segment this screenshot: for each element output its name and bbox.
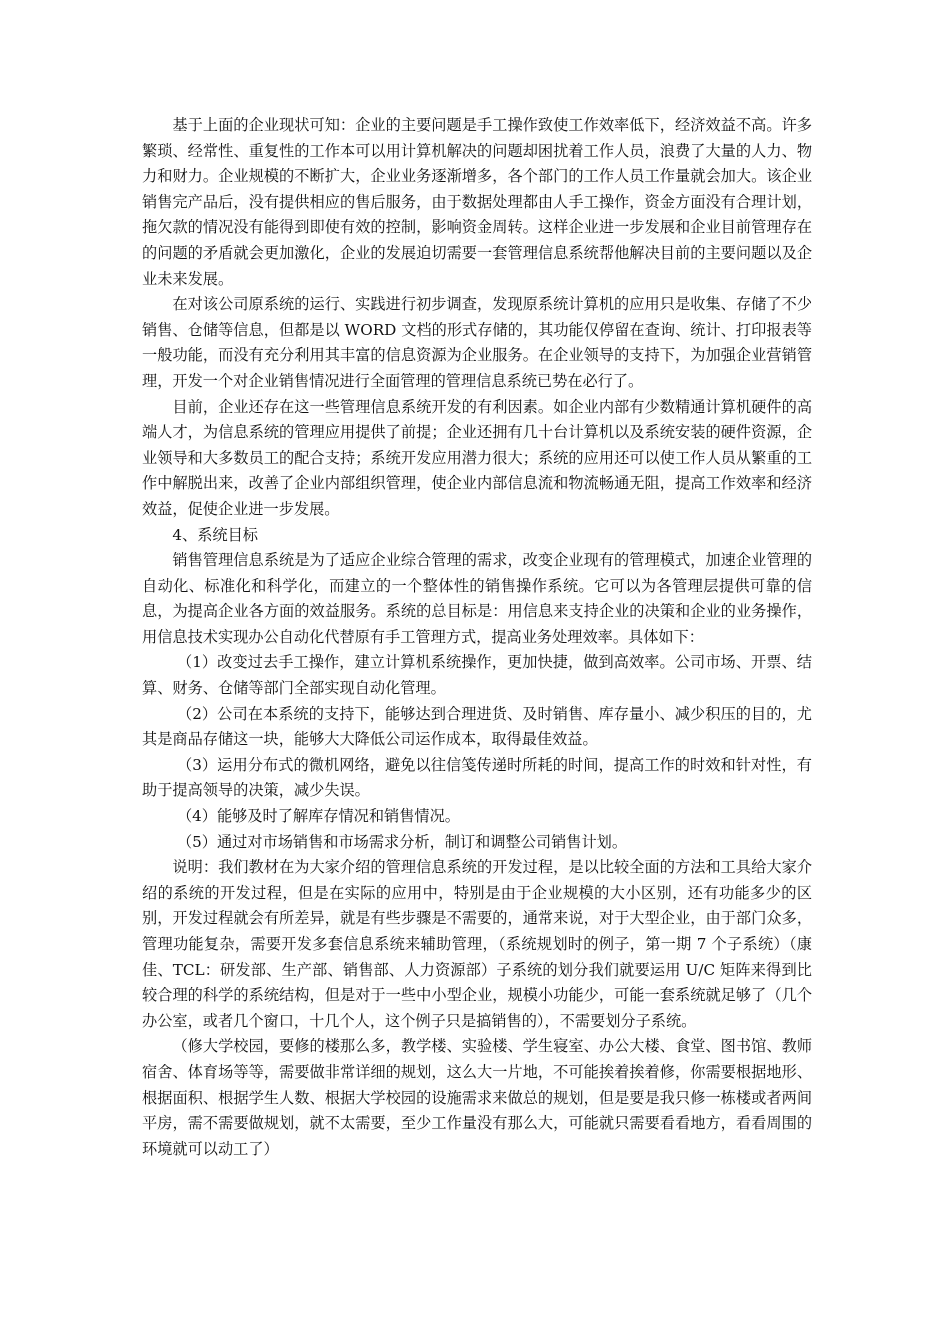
- paragraph-campus-example: （修大学校园，要修的楼那么多，教学楼、实验楼、学生寝室、办公大楼、食堂、图书馆、教师宿舍、体育场等等，需要做非常详细的规划，这么大一片地，不可能挨着挨着修，你需要根据地形、根据面积、根据学生人数、根据大学校园的设施需求来做总的规划，但是要是我只修一栋楼或者两间平房，需不需要做规划，就不太需要，至少工作量没有那么大，可能就只需要看看地方，看看周围的环境就可以动工了）: [142, 1037, 812, 1158]
- paragraph-system-goals: 销售管理信息系统是为了适应企业综合管理的需求，改变企业现有的管理模式，加速企业管理的自动化、标准化和科学化，而建立的一个整体性的销售操作系统。它可以为各管理层提供可靠的信息，为提高企业各方面的效益服务。系统的总目标是：用信息来支持企业的决策和企业的业务操作，用信息技术实现办公自动化代替原有手工管理方式，提高业务处理效率。具体如下：: [142, 551, 812, 646]
- list-item-goal-1: （1）改变过去手工操作，建立计算机系统操作，更加快捷，做到高效率。公司市场、开票、结算、财务、仓储等部门全部实现自动化管理。: [142, 653, 812, 698]
- list-item-goal-3: （3）运用分布式的微机网络，避免以往信笺传递时所耗的时间，提高工作的时效和针对性，有助于提高领导的决策，减少失误。: [142, 755, 812, 800]
- list-item-goal-2: （2）公司在本系统的支持下，能够达到合理进货、及时销售、库存量小、减少积压的目的，尤其是商品存储这一块，能够大大降低公司运作成本，取得最佳效益。: [142, 704, 812, 749]
- list-item-goal-5: （5）通过对市场销售和市场需求分析，制订和调整公司销售计划。: [176, 832, 628, 851]
- paragraph-explanation: 说明：我们教材在为大家介绍的管理信息系统的开发过程，是以比较全面的方法和工具给大家介绍的系统的开发过程，但是在实际的应用中，特别是由于企业规模的大小区别，还有功能多少的区别，开发过程就会有所差异，就是有些步骤是不需要的，通常来说，对于大型企业，由于部门众多，管理功能复杂，需要开发多套信息系统来辅助管理，（系统规划时的例子，第一期 7 个子系统）（康佳、TCL：研发部、生产部、销售部、人力资源部）子系统的划分我们就要运用 U/C 矩阵来得到比较合理的科学的系统结构，但是对于一些中小型企业，规模小功能少，可能一套系统就足够了（几个办公室，或者几个窗口，十几个人，这个例子只是搞销售的），不需要划分子系统。: [142, 858, 812, 1030]
- document-page: [142, 113, 812, 1162]
- list-item-goal-4: （4）能够及时了解库存情况和销售情况。: [176, 807, 460, 826]
- paragraph-enterprise-status: 基于上面的企业现状可知：企业的主要问题是手工操作致使工作效率低下，经济效益不高。许多繁琐、经常性、重复性的工作本可以用计算机解决的问题却困扰着工作人员，浪费了大量的人力、物力和财力。企业规模的不断扩大，企业业务逐渐增多，各个部门的工作人员工作量就会加大。该企业销售完产品后，没有提供相应的售后服务，由于数据处理都由人手工操作，资金方面没有合理计划，拖欠款的情况没有能得到即使有效的控制，影响资金周转。这样企业进一步发展和企业目前管理存在的问题的矛盾就会更加激化，企业的发展迫切需要一套管理信息系统帮他解决目前的主要问题以及企业未来发展。: [142, 116, 812, 288]
- paragraph-original-system: 在对该公司原系统的运行、实践进行初步调查，发现原系统计算机的应用只是收集、存储了不少销售、仓储等信息，但都是以 WORD 文档的形式存储的，其功能仅停留在查询、统计、打印报表等一般功能，而没有充分利用其丰富的信息资源为企业服务。在企业领导的支持下，为加强企业营销管理，开发一个对企业销售情况进行全面管理的管理信息系统已势在必行了。: [142, 295, 812, 390]
- paragraph-favorable-factors: 目前，企业还存在这一些管理信息系统开发的有利因素。如企业内部有少数精通计算机硬件的高端人才，为信息系统的管理应用提供了前提；企业还拥有几十台计算机以及系统安装的硬件资源，企业领导和大多数员工的配合支持；系统开发应用潜力很大；系统的应用还可以使工作人员从繁重的工作中解脱出来，改善了企业内部组织管理，使企业内部信息流和物流畅通无阻，提高工作效率和经济效益，促使企业进一步发展。: [142, 397, 812, 518]
- section-heading-system-goals: 4、系统目标: [172, 525, 258, 544]
